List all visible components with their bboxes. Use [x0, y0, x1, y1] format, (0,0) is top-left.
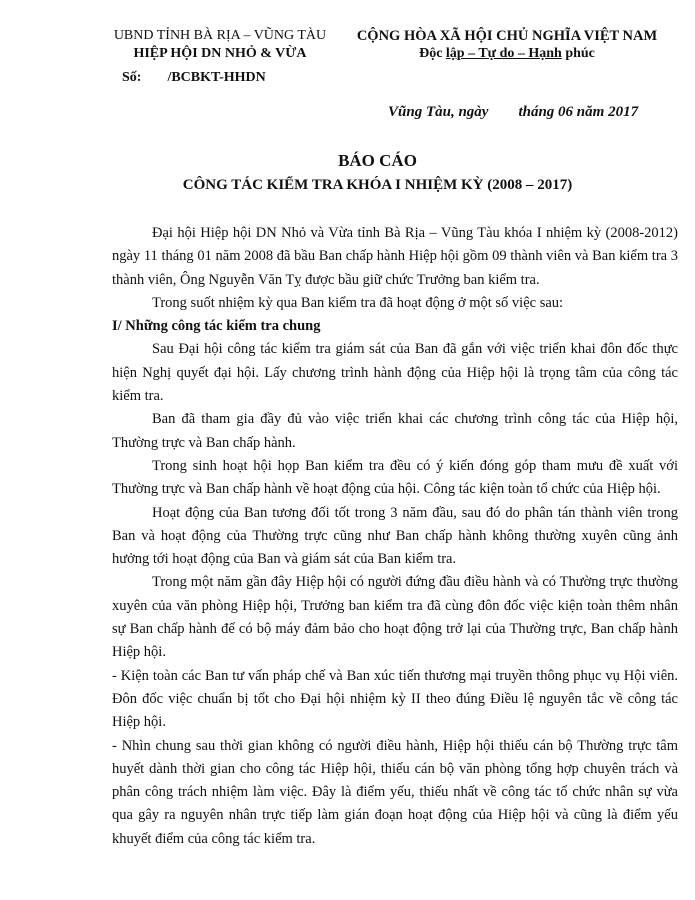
document-number-label: Số:	[122, 70, 142, 85]
bullet-paragraph: - Kiện toàn các Ban tư vấn pháp chế và Ban xúc tiến thương mại truyền thông phục vụ Hội viên. Đôn đốc việc chuẩn bị tốt cho Đại hội nhiệm kỳ II theo đúng Điều lệ nguyên tắc về công tác Hiệp hội.	[112, 667, 678, 731]
paragraph: Trong một năm gần đây Hiệp hội có người đứng đầu điều hành và có Thường trực thường xuyên của văn phòng Hiệp hội, Trưởng ban kiểm tra đã cùng đôn đốc việc kiện toàn thêm nhân sự Ban chấp hành để có bộ máy đảm bảo cho hoạt động trở lại của Thường trực, Ban chấp hành Hiệp hội.	[112, 574, 678, 661]
paragraph: Trong sinh hoạt hội họp Ban kiểm tra đều có ý kiến đóng góp tham mưu đề xuất với Thường trực và Ban chấp hành về hoạt động của hội. Công tác kiện toàn tổ chức của Hiệp hội.	[112, 457, 678, 498]
document-number	[122, 70, 266, 86]
paragraph: Hoạt động của Ban tương đối tốt trong 3 năm đầu, sau đó do phân tán thành viên trong Ban và hoạt động của Thường trực cũng như Ban chấp hành không thường xuyên cũng ảnh hưởng tới hoạt động của Ban và giám sát của Ban kiểm tra.	[112, 504, 678, 568]
agency-name: HIỆP HỘI DN NHỎ & VỪA	[133, 46, 307, 61]
paragraph: Sau Đại hội công tác kiểm tra giám sát của Ban đã gắn với việc triển khai đôn đốc thực hiện Nghị quyết đại hội. Lấy chương trình hành động của Hiệp hội là trọng tâm của công tác kiểm tra.	[112, 341, 678, 405]
motto-part-1: Độc	[419, 46, 446, 61]
bullet-paragraph: - Nhìn chung sau thời gian không có người điều hành, Hiệp hội thiếu cán bộ Thường trực tâm huyết dành thời gian cho công tác Hiệp hội, thiếu cán bộ văn phòng tổng hợp chuyên trách và phân công trách nhiệm làm việc. Đây là điểm yếu, thiếu nhất về công tác tổ chức nhân sự vừa qua gây ra nguyên nhân trực tiếp làm gián đoạn hoạt động của Hiệp hội và cũng là điểm yếu khuyết điểm của công tác kiểm tra.	[112, 737, 678, 847]
paragraph: Ban đã tham gia đầy đủ vào việc triển khai các chương trình công tác của Hiệp hội, Thường trực và Ban chấp hành.	[112, 411, 678, 451]
section-heading: I/ Những công tác kiểm tra chung	[112, 318, 321, 335]
paragraph: Trong suốt nhiệm kỳ qua Ban kiểm tra đã hoạt động ở một số việc sau:	[152, 294, 564, 311]
document-body	[112, 222, 678, 851]
nation-name: CỘNG HÒA XÃ HỘI CHỦ NGHĨA VIỆT NAM	[356, 28, 658, 44]
agency-parent: UBND TỈNH BÀ RỊA – VŨNG TÀU	[113, 28, 327, 43]
document-subtitle: CÔNG TÁC KIỂM TRA KHÓA I NHIỆM KỲ (2008 – 2017)	[182, 177, 573, 193]
paragraph: Đại hội Hiệp hội DN Nhỏ và Vừa tỉnh Bà Rịa – Vũng Tàu khóa I nhiệm kỳ (2008-2012) ngày 11 tháng 01 năm 2008 đã bầu Ban chấp hành Hiệp hội gồm 09 thành viên và Ban kiểm tra 3 thành viên, Ông Nguyễn Văn Tỵ được bầu giữ chức Trưởng ban kiểm tra.	[112, 225, 678, 288]
issuing-agency-header	[95, 27, 345, 63]
document-number-value: /BCBKT-HHDN	[167, 70, 266, 85]
motto-part-3: phúc	[561, 46, 595, 61]
date-month-year: tháng 06 năm 2017	[518, 104, 639, 120]
motto-part-2: lập – Tự do – Hạnh	[445, 46, 562, 61]
national-motto	[342, 45, 672, 63]
national-header	[342, 27, 672, 63]
document-title: BÁO CÁO	[338, 151, 417, 170]
document-date	[388, 104, 638, 121]
date-place-day: Vũng Tàu, ngày	[388, 104, 489, 120]
